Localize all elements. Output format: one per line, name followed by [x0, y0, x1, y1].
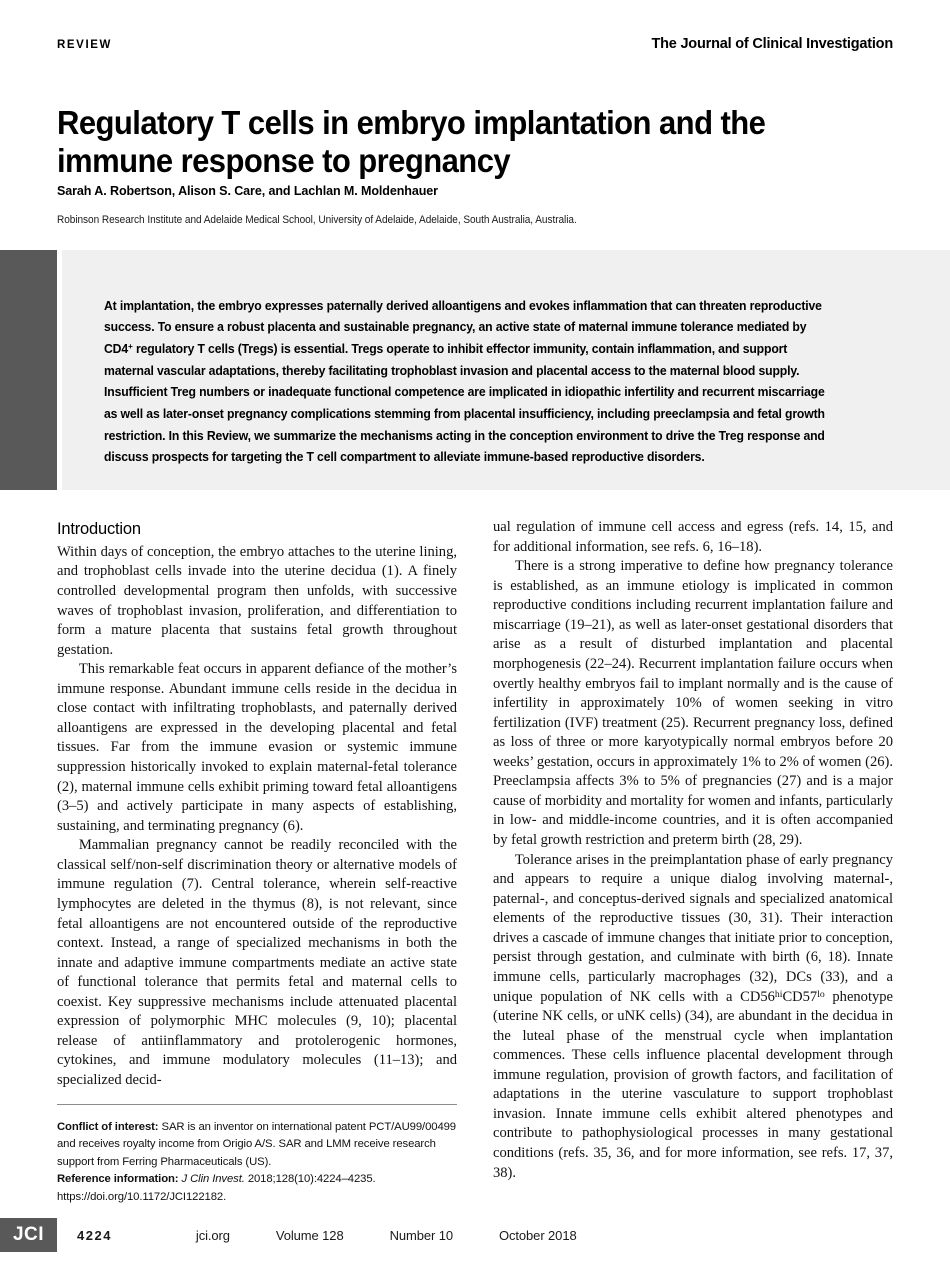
paragraph-mid-1: CD57	[782, 988, 818, 1005]
running-head-article-type: REVIEW	[57, 39, 112, 51]
paragraph: ual regulation of immune cell access and egress (refs. 14, 15, and for additional information, see refs. 6, 16–18).	[493, 519, 893, 555]
abstract-part-1: At implantation, the embryo expresses paternally derived alloantigens and evokes inflammation that can threaten reproductive success. To ensure a robust placenta and sustainable pregnancy, an active state of maternal immune tolerance mediated by CD4	[104, 298, 822, 356]
paragraph-part-1: Tolerance arises in the preimplantation phase of early pregnancy and appears to require a unique dialog involving maternal-, paternal-, and conceptus-derived signals and specialized anatomical elements of the reproductive tissues (30, 31). Their interaction drives a cascade of immune changes that initiate prior to conception, persist through gestation, and culminate with birth (6, 18). Innate immune cells, particularly macrophages (32), DCs (33), and a unique population of NK cells with a CD56	[493, 851, 893, 1005]
paragraph: There is a strong imperative to define how pregnancy tolerance is established, as an immune etiology is implicated in common reproductive conditions including recurrent implantation failure and miscarriage (19–21), as well as later-onset gestational disorders that arise as a result of disturbed implantation and placental morphogenesis (22–24). Recurrent implantation failure occurs when overtly healthy embryos fail to implant normally and is the cause of infertility in approximately 10% of women seeking in vitro fertilization (IVF) treatment (25). Recurrent pregnancy loss, defined as loss of three or more karyotypically normal embryos before 20 weeks’ gestation, occurs in approximately 1% to 2% of women (26). Preeclampsia affects 3% to 5% of pregnancies (27) and is a major cause of morbidity and mortality for women and infants, particularly in low- and middle-income countries, and it is often accompanied by fetal growth restriction and preterm birth (28, 29).	[493, 558, 893, 848]
abstract-box	[62, 250, 950, 490]
abstract-part-2: regulatory T cells (Tregs) is essential. Tregs operate to inhibit effector immunity, contain inflammation, and support maternal vascular adaptations, thereby facilitating trophoblast invasion and placental access to the maternal blood supply. Insufficient Treg numbers or inadequate functional competence are implicated in idiopathic infertility and recurrent miscarriage as well as later-onset pregnancy complications stemming from placental insufficiency, including preeclampsia and fetal growth restriction. In this Review, we summarize the mechanisms acting in the conception environment to drive the Treg response and discuss prospects for targeting the T cell compartment to alleviate immune-based reproductive disorders.	[104, 341, 825, 465]
footnote-divider	[57, 1104, 457, 1105]
journal-website[interactable]: jci.org	[195, 1227, 230, 1243]
abstract-superscript-plus: +	[128, 341, 133, 352]
footnote-block	[57, 1104, 457, 1206]
body-column-right	[493, 518, 893, 1183]
doi-link[interactable]: https://doi.org/10.1172/JCI122182.	[57, 1190, 227, 1203]
reference-information	[57, 1171, 457, 1188]
affiliation: Robinson Research Institute and Adelaide Medical School, University of Adelaide, Adelaide, South Australia, Australia.	[57, 214, 577, 226]
issue-number-label: Number 10	[389, 1227, 453, 1243]
abstract-text	[104, 296, 832, 469]
abstract-section	[0, 250, 950, 490]
page-footer	[0, 1218, 950, 1252]
conflict-of-interest-statement	[57, 1119, 457, 1171]
paragraph-part-2: phenotype (uterine NK cells, or uNK cells) (34), are abundant in the decidua in the luteal phase of the menstrual cycle when implantation commences. These cells influence placental development through immune regulation, provision of growth factors, and facilitation of adaptations in the uterine vasculature to support trophoblast invasion. Innate immune cells exhibit altered phenotypes and contribute to pathophysiological processes in many gestational conditions (refs. 35, 36, and for more information, see refs. 17, 37, 38).	[493, 988, 893, 1181]
running-head	[57, 36, 893, 52]
jci-logo: JCI	[0, 1218, 57, 1252]
author-list: Sarah A. Robertson, Alison S. Care, and Lachlan M. Moldenhauer	[57, 183, 438, 198]
conflict-of-interest-text: SAR is an inventor on international patent PCT/AU99/00499 and receives royalty income from Origio A/S. SAR and LMM receive research support from Ferring Pharmaceuticals (US).	[57, 1121, 456, 1168]
reference-information-label: Reference information:	[57, 1173, 179, 1186]
section-heading-introduction: Introduction	[57, 519, 141, 538]
paragraph: This remarkable feat occurs in apparent defiance of the mother’s immune response. Abundant immune cells reside in the decidua in close contact with infiltrating trophoblasts, and paternally derived alloantigens are expressed in the developing placental and fetal tissues. Far from the immune evasion or systemic immune suppression historically invoked to explain maternal-fetal tolerance (2), maternal immune cells exhibit priming toward fetal alloantigens (3–5) and actively participate in many aspects of establishing, sustaining, and terminating pregnancy (6).	[57, 661, 457, 834]
body-column-left	[57, 518, 457, 1091]
volume-label: Volume 128	[275, 1227, 344, 1243]
superscript-hi: hi	[774, 988, 783, 1000]
paragraph: Within days of conception, the embryo attaches to the uterine lining, and trophoblast cells invade into the uterine decidua (1). A finely controlled developmental program then unfolds, with successive waves of trophoblast invasion, proliferation, and differentiation to form a mature placenta that sustains fetal growth throughout gestation.	[57, 543, 457, 658]
reference-citation-detail: 2018;128(10):4224–4235.	[244, 1173, 376, 1186]
running-head-journal-title: The Journal of Clinical Investigation	[651, 36, 893, 52]
paragraph: Mammalian pregnancy cannot be readily reconciled with the classical self/non-self discrimination theory or alternative models of immune regulation (7). Central tolerance, wherein self-reactive lymphocytes are deleted in the thymus (8), is not relevant, since fetal alloantigens are not encountered outside of the reproductive context. Instead, a range of specialized mechanisms in both the innate and adaptive immune compartments mediate an active state of functional tolerance that permits fetal and maternal cells to coexist. Key suppressive mechanisms include attenuated placental expression of polymorphic MHC molecules (9, 10); placental release of antiinflammatory and protolerogenic hormones, cytokines, and immune modulatory molecules (11–13); and specialized decid-	[57, 837, 457, 1089]
paragraph-nk-cells	[493, 851, 893, 1184]
article-title: Regulatory T cells in embryo implantation and the immune response to pregnancy	[57, 104, 766, 180]
publication-date: October 2018	[499, 1227, 577, 1243]
page-number: 4224	[77, 1227, 112, 1243]
reference-journal-name: J Clin Invest.	[181, 1173, 245, 1186]
superscript-lo: lo	[817, 988, 825, 1000]
abstract-accent-bar	[0, 250, 57, 490]
footer-metadata	[57, 1228, 577, 1243]
conflict-of-interest-label: Conflict of interest:	[57, 1121, 159, 1133]
